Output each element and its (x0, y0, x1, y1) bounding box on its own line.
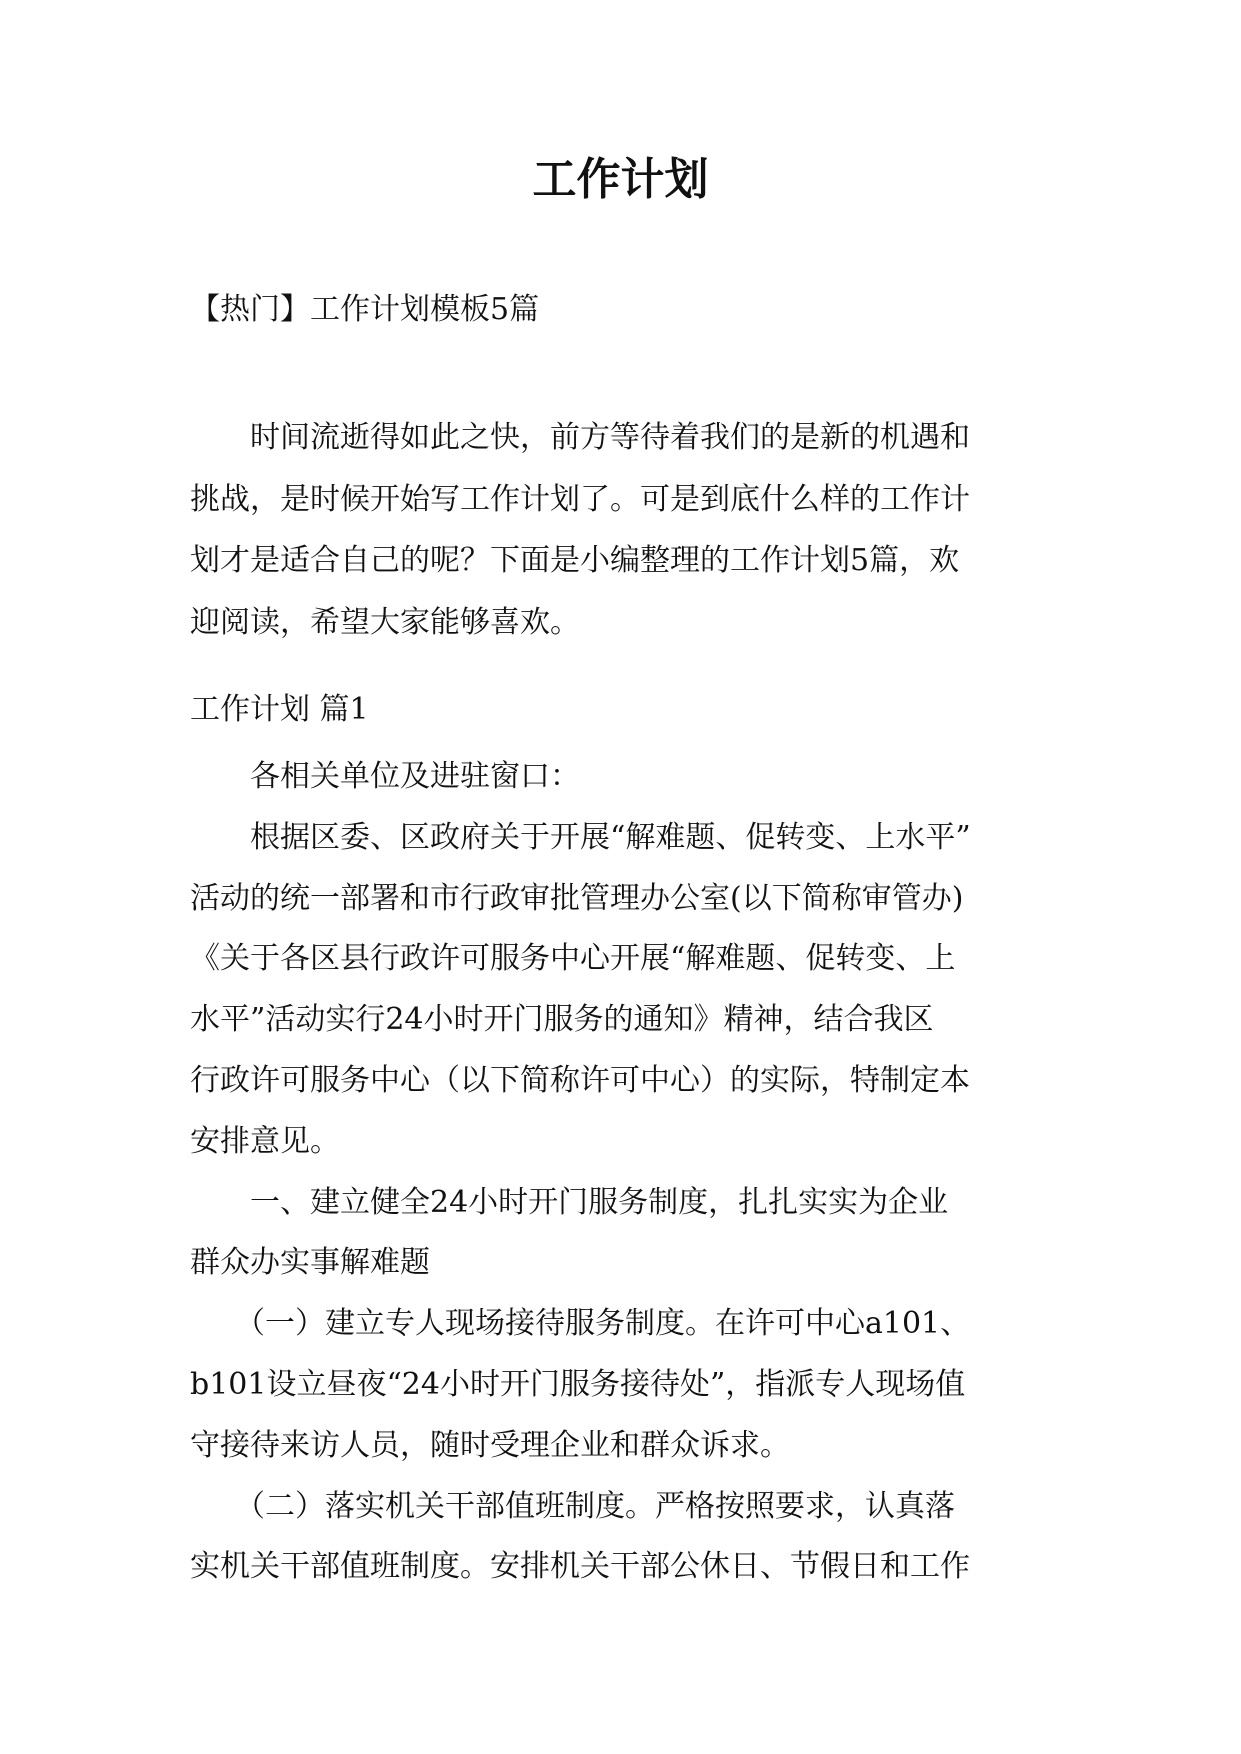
intro-line: 迎阅读，希望大家能够喜欢。 (190, 604, 580, 640)
document-title: 工作计划 (532, 154, 709, 205)
intro-line: 时间流逝得如此之快，前方等待着我们的是新的机遇和 (190, 420, 970, 455)
body-line: 根据区委、区政府关于开展“解难题、促转变、上水平” (190, 819, 971, 855)
intro-line: 划才是适合自己的呢？下面是小编整理的工作计划5篇，欢 (190, 543, 960, 578)
body-line: 各相关单位及进驻窗口： (190, 759, 580, 794)
body-line: 行政许可服务中心（以下简称许可中心）的实际，特制定本 (190, 1062, 970, 1098)
body-line: 守接待来访人员，随时受理企业和群众诉求。 (190, 1427, 790, 1463)
body-line: 一、建立健全24小时开门服务制度，扎扎实实为企业 (190, 1184, 949, 1220)
body-line: 《关于各区县行政许可服务中心开展“解难题、促转变、上 (190, 941, 956, 977)
body-line: 活动的统一部署和市行政审批管理办公室(以下简称审管办) (190, 880, 964, 916)
intro-line: 挑战，是时候开始写工作计划了。可是到底什么样的工作计 (190, 481, 970, 517)
body-line: 安排意见。 (190, 1123, 340, 1159)
body-line: （一）建立专人现场接待服务制度。在许可中心a101、 (190, 1306, 971, 1342)
body-line: 群众办实事解难题 (190, 1245, 430, 1281)
body-line: 水平”活动实行24小时开门服务的通知》精神，结合我区 (190, 1002, 934, 1038)
intro-paragraph (190, 407, 1050, 653)
section-heading: 工作计划 篇1 (190, 692, 369, 727)
document-subtitle: 【热门】工作计划模板5篇 (190, 292, 540, 327)
body-line: 实机关干部值班制度。安排机关干部公休日、节假日和工作 (190, 1549, 970, 1585)
body-text (190, 747, 1050, 1598)
body-line: b101设立昼夜“24小时开门服务接待处”，指派专人现场值 (190, 1366, 966, 1402)
body-line: （二）落实机关干部值班制度。严格按照要求，认真落 (190, 1488, 955, 1524)
